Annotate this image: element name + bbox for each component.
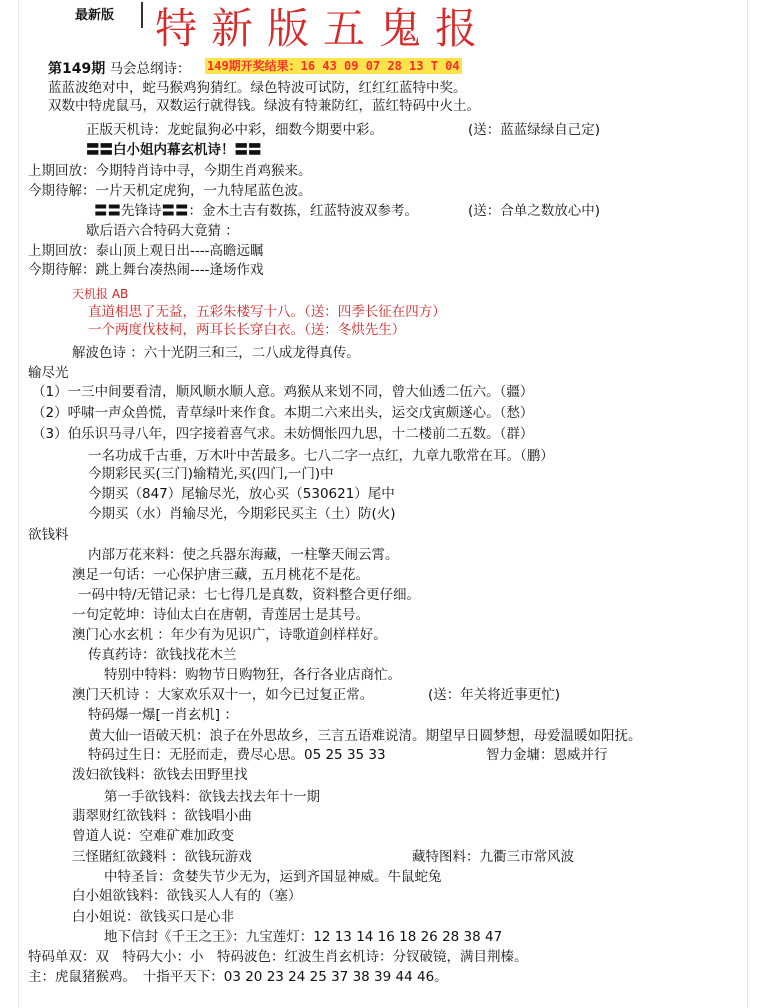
text-line: 今期待解：跳上舞台凑热闹----逢场作戏 [28,262,264,278]
text-line: 主：虎鼠猪猴鸡。 十指平天下：03 20 23 24 25 37 38 39 44 46。 [28,969,448,985]
text-line: 内部万花来料：使之兵器东海藏，一柱擎天闹云霄。 [88,547,399,563]
text-line: 正版天机诗：龙蛇鼠狗必中彩，细数今期要中彩。 [86,122,383,138]
text-line: 一码中特/无错记录：七七得几是真数，资料整合更仔细。 [78,587,421,603]
issue-line [48,60,191,78]
red-line: 一个两度伐枝柯，两耳长长穿白衣。（送：冬烘先生） [88,322,406,338]
text-line: (送：蓝蓝绿绿自己定) [468,122,601,138]
text-line: 特别中特料：购物节日购物狂，各行各业店商忙。 [104,667,401,683]
text-line: 藏特图料：九衢三市常风波 [412,849,574,865]
text-line: 〓〓先锋诗〓〓：金木土吉有数拣，红蓝特波双参考。 [94,203,418,219]
text-line: 上期回放：泰山顶上观日出----高瞻远瞩 [28,243,264,259]
text-line: 蓝蓝波绝对中，蛇马猴鸡狗猜红。绿色特波可试防，红红红蓝特中奖。 [48,80,467,96]
text-line: 第一手欲钱料：欲钱去找去年十一期 [104,789,320,805]
text-line: 澳门心水玄机 ：年少有为见识广，诗歌道剑样样好。 [72,627,387,643]
text-line: 白小姐欲钱料：欲钱买人人有的（塞） [72,888,302,904]
text-line: 白小姐说：欲钱买口是心非 [72,909,234,925]
result-highlight: 149期开奖结果：16 43 09 07 28 13 T 04 [207,59,460,73]
text-line: 智力金墉：恩威并行 [486,747,608,763]
text-line: 澳足一句话：一心保护唐三藏，五月桃花不是花。 [72,567,369,583]
text-line: 上期回放：今期特肖诗中寻，今期生肖鸡猴来。 [28,163,312,179]
text-line: （3）伯乐识马寻八年，四字接着喜气求。未妨惆怅四九思，十二楼前二五数。（群） [32,426,534,442]
text-line: （2）呼啸一声众兽慌，青草绿叶来作食。本期二六来出头，运交戊寅颇遂心。（愁） [32,405,534,421]
text-line: (送：合单之数放心中) [468,203,601,219]
text-line: 今期买（847）尾输尽光，放心买（530621）尾中 [88,486,395,502]
text-line: 双数中特虎鼠马，双数运行就得钱。绿波有特兼防红，蓝红特码中火土。 [48,98,480,114]
section-heading: 〓〓白小姐内幕玄机诗！〓〓 [86,142,262,158]
text-line: 三怪賭紅欲錢料 ：欲钱玩游戏 [72,849,252,865]
text-line: 一名功成千古垂，万木叶中苦最多。七八二字一点红，九章九歌常在耳。（鹏） [88,448,554,464]
page-title: 特新版五鬼报 [155,4,492,53]
text-line: 今期买（水）肖输尽光，今期彩民买主（土）防(火) [88,506,396,522]
poem-label: 马会总纲诗： [109,61,191,77]
text-line: 翡翠财红欲钱料 ：欲钱唱小曲 [72,808,252,824]
text-line: (送：年关将近事更忙) [428,687,561,703]
text-line: （1）一三中间要看清，顺风顺水顺人意。鸡猴从来划不同，曾大仙透二伍六。（疆） [32,384,534,400]
text-line: 地下信封《千王之王》：九宝莲灯：12 13 14 16 18 26 28 38 47 [104,929,503,945]
section-heading: 欲钱料 [28,527,69,543]
text-line: 今期彩民买(三门)输精光,买(四门,一门)中 [88,466,334,482]
text-line: 今期待解：一片天机定虎狗，一九特尾蓝色波。 [28,183,312,199]
text-line: 曾道人说：空难矿难加政变 [72,828,234,844]
section-heading: 输尽光 [28,365,69,381]
text-line: 澳门天机诗 ：大家欢乐双十一，如今已过复正常。 [72,687,374,703]
text-line: 特码爆一爆[一肖玄机] ： [88,707,238,723]
text-line: 一句定乾坤：诗仙太白在唐朝，青莲居士是其号。 [72,607,369,623]
section-heading: 天机报 AB [72,287,129,301]
divider [141,2,143,28]
text-line: 解波色诗 ：六十光阴三和三，二八成龙得真传。 [72,345,360,361]
issue-number: 第149期 [48,61,106,77]
text-line: 特码过生日：无胫而走，费尽心思。05 25 35 33 [88,747,386,763]
edition-label: 最新版 [75,8,115,23]
section-heading: 歇后语六合特码大竟猜 ： [86,223,239,239]
text-line: 特码单双：双 特码大小：小 特码波色：红波生肖玄机诗：分钗破镜，满目荆榛。 [28,949,528,965]
text-line: 泼妇欲钱料：欲钱去田野里找 [72,767,248,783]
text-line: 传真药诗：欲钱找花木兰 [88,647,237,663]
text-line: 中特圣旨：贪婪失节少无为，运到齐国显神威。牛鼠蛇兔 [104,869,442,885]
text-line: 黄大仙一语破天机：浪子在外思故乡，三言五语难说清。期望早日圆梦想，母爱温暖如阳抚。 [88,728,642,744]
red-line: 直道相思了无益，五彩朱楼写十八。（送：四季长征在四方） [88,304,446,320]
